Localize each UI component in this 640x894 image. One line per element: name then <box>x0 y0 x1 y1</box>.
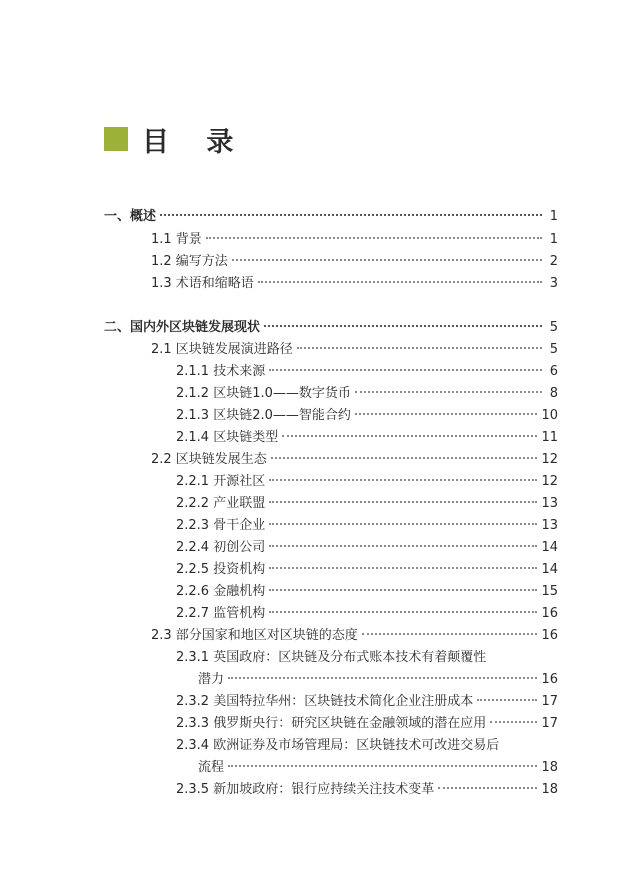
toc-entry[interactable] <box>151 342 558 358</box>
dot-leader <box>269 479 537 481</box>
toc-entry-label: 2.2.6 金融机构 <box>176 584 266 599</box>
toc-entry[interactable] <box>198 760 558 776</box>
toc-page-number: 14 <box>541 540 558 555</box>
dot-leader <box>271 457 538 459</box>
green-square-icon <box>104 127 128 151</box>
toc-entry-label: 1.1 背景 <box>151 232 202 247</box>
toc-entry[interactable] <box>176 716 558 732</box>
toc-page-number: 16 <box>541 628 558 643</box>
dot-leader <box>297 347 542 349</box>
toc-entry-label: 2.2.1 开源社区 <box>176 474 266 489</box>
dot-leader <box>228 765 537 767</box>
toc-entry[interactable] <box>176 364 558 380</box>
dot-leader <box>269 567 537 569</box>
toc-page-number: 10 <box>541 408 558 423</box>
dot-leader <box>269 369 542 371</box>
dot-leader <box>228 677 537 679</box>
dot-leader <box>160 214 542 216</box>
dot-leader <box>264 325 542 327</box>
toc-page-number: 16 <box>541 672 558 687</box>
dot-leader <box>438 787 537 789</box>
dot-leader <box>269 589 537 591</box>
toc-page-number: 12 <box>541 452 558 467</box>
toc-page-number: 5 <box>549 342 558 357</box>
dot-leader <box>355 391 542 393</box>
toc-page-number: 15 <box>541 584 558 599</box>
toc-entry-label: 2.2.5 投资机构 <box>176 562 266 577</box>
toc-entry[interactable] <box>176 562 558 578</box>
toc-entry[interactable] <box>176 430 558 446</box>
toc-entry[interactable] <box>176 540 558 556</box>
toc-entry-label: 2.3.1 英国政府：区块链及分布式账本技术有着颠覆性 <box>176 650 487 665</box>
toc-entry[interactable] <box>176 606 558 622</box>
dot-leader <box>282 435 537 437</box>
toc-entry[interactable] <box>176 386 558 402</box>
toc-entry-label: 2.1.4 区块链类型 <box>176 430 279 445</box>
dot-leader <box>206 237 542 239</box>
toc-entry-label: 2.2.4 初创公司 <box>176 540 266 555</box>
toc-entry[interactable] <box>151 276 558 292</box>
toc-page-number: 11 <box>541 430 558 445</box>
toc-entry-label: 2.3.3 俄罗斯央行：研究区块链在金融领域的潜在应用 <box>176 716 487 731</box>
toc-entry-label: 2.2.7 监管机构 <box>176 606 266 621</box>
toc-entry-label: 2.1.1 技术来源 <box>176 364 266 379</box>
toc-entry-label: 一、概述 <box>104 209 157 224</box>
toc-entry[interactable] <box>151 232 558 248</box>
toc-heading <box>104 122 247 156</box>
toc-entry-label: 2.1.3 区块链2.0——智能合约 <box>176 408 351 423</box>
toc-page-number: 13 <box>541 496 558 511</box>
toc-entry-label: 2.1 区块链发展演进路径 <box>151 342 293 357</box>
toc-page-number: 1 <box>549 232 558 247</box>
toc-entry-label: 2.2.2 产业联盟 <box>176 496 266 511</box>
toc-entry[interactable] <box>151 452 558 468</box>
toc-page-number: 1 <box>549 209 558 224</box>
toc-page-number: 17 <box>541 716 558 731</box>
toc-entry-label: 2.3.5 新加坡政府：银行应持续关注技术变革 <box>176 782 435 797</box>
toc-entry[interactable] <box>176 496 558 512</box>
toc-page-number: 16 <box>541 606 558 621</box>
toc-page-number: 18 <box>541 782 558 797</box>
dot-leader <box>490 721 537 723</box>
dot-leader <box>269 523 537 525</box>
dot-leader <box>269 501 537 503</box>
toc-entry-label: 2.3.4 欧洲证券及市场管理局：区块链技术可改进交易后 <box>176 738 500 753</box>
toc-entry[interactable] <box>176 408 558 424</box>
toc-entry-label: 潜力 <box>198 672 225 687</box>
dot-leader <box>258 281 542 283</box>
toc-entry[interactable] <box>176 474 558 490</box>
toc-entry[interactable] <box>176 584 558 600</box>
dot-leader <box>232 259 542 261</box>
toc-entry-label: 流程 <box>198 760 225 775</box>
toc-entry-label: 1.3 术语和缩略语 <box>151 276 254 291</box>
toc-entry-label: 2.2 区块链发展生态 <box>151 452 267 467</box>
toc-page-number: 2 <box>549 254 558 269</box>
dot-leader <box>269 611 537 613</box>
toc-entry[interactable] <box>151 628 558 644</box>
toc-page-number: 8 <box>549 386 558 401</box>
toc-entry[interactable] <box>176 518 558 534</box>
dot-leader <box>269 545 537 547</box>
toc-page-number: 13 <box>541 518 558 533</box>
toc-entry[interactable] <box>104 209 558 225</box>
toc-entry[interactable] <box>176 694 558 710</box>
page-title: 目 录 <box>142 126 248 158</box>
dot-leader <box>355 413 538 415</box>
toc-entry-label: 2.3 部分国家和地区对区块链的态度 <box>151 628 358 643</box>
toc-page-number: 5 <box>549 320 558 335</box>
toc-page-number: 12 <box>541 474 558 489</box>
toc-entry[interactable] <box>176 782 558 798</box>
toc-page-number: 6 <box>549 364 558 379</box>
toc-entry[interactable] <box>198 672 558 688</box>
dot-leader <box>477 699 537 701</box>
toc-entry-label: 1.2 编写方法 <box>151 254 228 269</box>
toc-entry-label: 2.3.2 美国特拉华州：区块链技术简化企业注册成本 <box>176 694 474 709</box>
dot-leader <box>362 633 538 635</box>
toc-page-number: 3 <box>549 276 558 291</box>
toc-entry[interactable] <box>151 254 558 270</box>
toc-page-number: 18 <box>541 760 558 775</box>
toc-entry-label: 2.1.2 区块链1.0——数字货币 <box>176 386 351 401</box>
toc-entry[interactable] <box>104 320 558 336</box>
toc-page-number: 14 <box>541 562 558 577</box>
toc-entry-label: 2.2.3 骨干企业 <box>176 518 266 533</box>
toc-entry-label: 二、国内外区块链发展现状 <box>104 320 261 335</box>
toc-page-number: 17 <box>541 694 558 709</box>
